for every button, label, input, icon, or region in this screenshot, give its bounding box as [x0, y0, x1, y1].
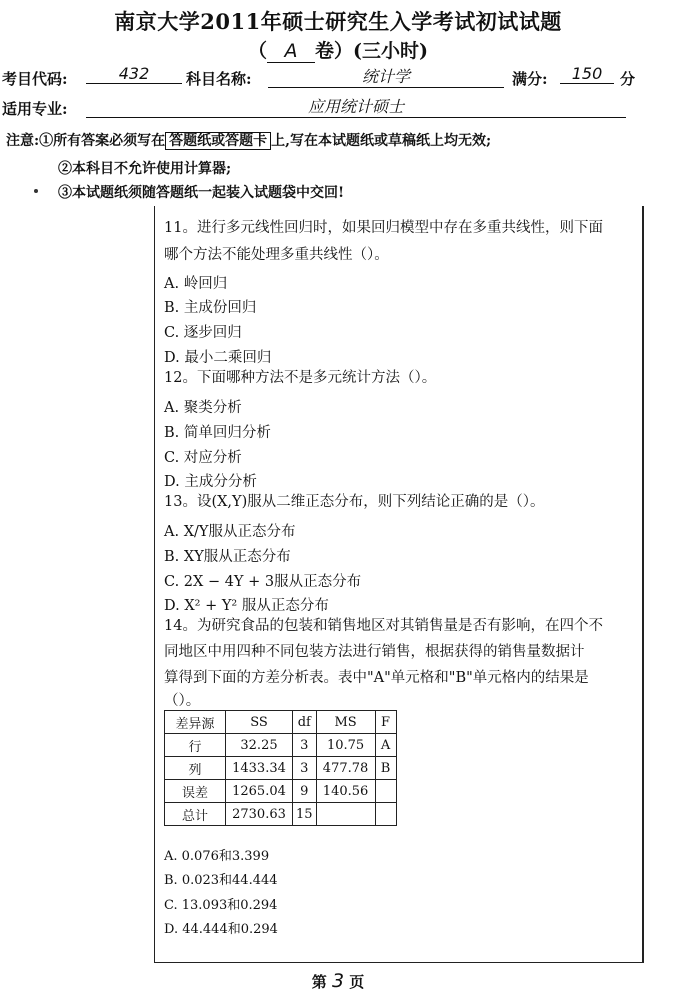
table-row [165, 757, 397, 780]
table-row [165, 734, 397, 757]
table-row [165, 803, 397, 826]
q12-option-a: A. 聚类分析 [164, 400, 242, 416]
anova-table [164, 710, 397, 826]
table-header-cell: 差异源 [165, 711, 226, 734]
q11-option-a: A. 岭回归 [164, 276, 228, 292]
table-cell [375, 780, 396, 803]
q11-line-2: 哪个方法不能处理多重共线性（）。 [164, 247, 389, 263]
footer-suffix: 页 [349, 973, 365, 991]
table-cell: 1433.34 [226, 757, 293, 780]
paper-code-line [0, 36, 676, 63]
notice-prefix: 注意:①所有答案必须写在 [6, 133, 166, 149]
q12-option-c: C. 对应分析 [164, 450, 242, 466]
q11-option-b: B. 主成份回归 [164, 300, 257, 316]
table-cell: 9 [293, 780, 317, 803]
table-cell: 10.75 [316, 734, 375, 757]
notice-line-1 [6, 130, 491, 150]
q13-option-d: D. X² + Y² 服从正态分布 [164, 598, 329, 614]
q11-option-d: D. 最小二乘回归 [164, 350, 272, 366]
frame-right-border [642, 206, 644, 962]
q11-line-1: 11。进行多元线性回归时，如果回归模型中存在多重共线性，则下面 [164, 220, 603, 236]
notice-boxed: 答题纸或答题卡 [165, 132, 271, 150]
notice-suffix: 上,写在本试题纸或草稿纸上均无效; [271, 133, 492, 149]
table-cell: 32.25 [226, 734, 293, 757]
full-score-label: 满分: [512, 70, 548, 88]
paper-close: 卷）(三小时) [315, 40, 428, 62]
bullet-dot [34, 189, 38, 193]
notice-line-2: ②本科目不允许使用计算器; [58, 161, 232, 177]
exam-title: 南京大学2011年硕士研究生入学考试初试试题 [114, 9, 562, 34]
q12-option-d: D. 主成分分析 [164, 474, 257, 490]
q14-option-d: D. 44.444和0.294 [164, 922, 278, 937]
paper-open: （ [248, 40, 268, 62]
q14-line-4: （）。 [164, 693, 201, 709]
footer-prefix: 第 [311, 973, 327, 991]
table-cell: 总计 [165, 803, 226, 826]
paper-code-handwritten: A [267, 40, 315, 63]
q14-line-1: 14。为研究食品的包装和销售地区对其销售量是否有影响，在四个不 [164, 618, 603, 634]
table-header-cell: MS [316, 711, 375, 734]
q14-option-a: A. 0.076和3.399 [164, 849, 270, 864]
q14-option-b: B. 0.023和44.444 [164, 873, 278, 888]
q13-line-1: 13。设(X,Y)服从二维正态分布，则下列结论正确的是（）。 [164, 494, 545, 510]
table-cell: 3 [293, 734, 317, 757]
q14-line-2: 同地区中用四种不同包装方法进行销售，根据获得的销售量数据计 [164, 644, 585, 660]
q12-line-1: 12。下面哪种方法不是多元统计方法（）。 [164, 370, 437, 386]
subject-code-label: 考目代码: [2, 70, 68, 88]
q12-option-b: B. 简单回归分析 [164, 425, 271, 441]
q11-option-c: C. 逐步回归 [164, 325, 242, 341]
table-cell: 140.56 [316, 780, 375, 803]
table-cell [316, 803, 375, 826]
subject-code-value: 432 [86, 64, 182, 84]
table-cell: 3 [293, 757, 317, 780]
frame-left-border [154, 206, 155, 962]
page-number: 3 [331, 970, 345, 992]
table-cell: B [375, 757, 396, 780]
q13-option-c: C. 2X − 4Y + 3服从正态分布 [164, 574, 362, 590]
table-row [165, 780, 397, 803]
page-footer [0, 970, 676, 992]
q14-option-c: C. 13.093和0.294 [164, 898, 278, 913]
q14-line-3: 算得到下面的方差分析表。表中"A"单元格和"B"单元格内的结果是 [164, 670, 589, 686]
table-cell: 1265.04 [226, 780, 293, 803]
table-header-row [165, 711, 397, 734]
table-cell: A [375, 734, 396, 757]
q13-option-b: B. XY服从正态分布 [164, 549, 291, 565]
table-header-cell: df [293, 711, 317, 734]
table-cell: 行 [165, 734, 226, 757]
table-cell: 列 [165, 757, 226, 780]
table-cell: 误差 [165, 780, 226, 803]
table-header-cell: F [375, 711, 396, 734]
table-cell [375, 803, 396, 826]
q13-option-a: A. X/Y服从正态分布 [164, 524, 296, 540]
subject-name-label: 科目名称: [186, 70, 252, 88]
major-label: 适用专业: [2, 100, 68, 118]
full-score-unit: 分 [620, 70, 636, 88]
table-cell: 15 [293, 803, 317, 826]
table-cell: 2730.63 [226, 803, 293, 826]
full-score-value: 150 [560, 64, 614, 84]
table-cell: 477.78 [316, 757, 375, 780]
subject-name-value: 统计学 [268, 64, 504, 88]
frame-bottom-border [154, 962, 644, 963]
major-value: 应用统计硕士 [86, 94, 626, 118]
notice-line-3: ③本试题纸须随答题纸一起装入试题袋中交回! [58, 185, 345, 201]
table-header-cell: SS [226, 711, 293, 734]
